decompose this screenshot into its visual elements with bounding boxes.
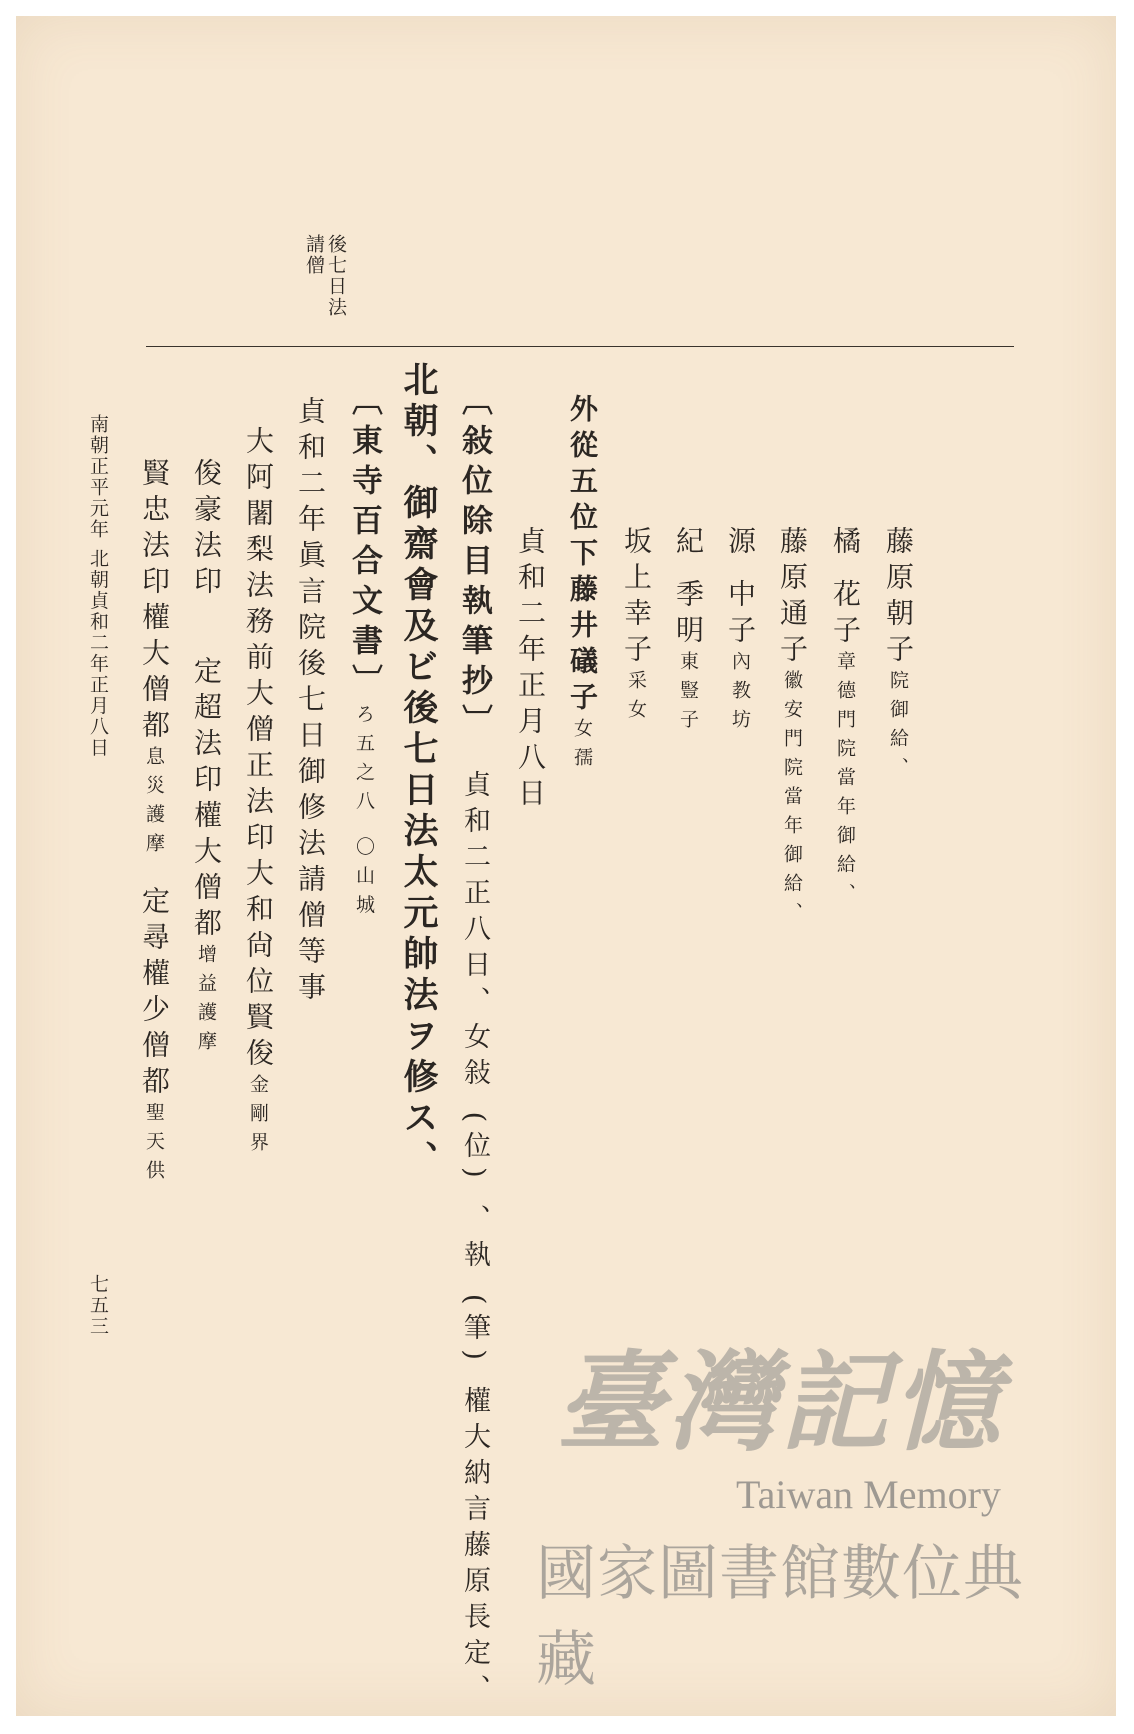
monk-entry xyxy=(138,886,171,1189)
list-item xyxy=(829,526,862,912)
running-title: 南朝正平元年 北朝貞和二年正月八日 xyxy=(87,414,109,759)
header-line1: 後七日法 xyxy=(325,234,347,318)
monk-role: 增益護摩 xyxy=(195,944,217,1060)
monk-entry xyxy=(242,426,275,1161)
source-title: 〔東寺百合文書〕 xyxy=(346,384,382,704)
monk-name: 俊豪法印 xyxy=(190,458,223,602)
list-item-note: 院御給、 xyxy=(887,670,909,786)
rank-entry-name: 外從五位下藤井礒子 xyxy=(566,394,599,718)
list-item-name: 藤原朝子 xyxy=(882,526,915,670)
monk-name: 定超法印權大僧都 xyxy=(190,656,223,944)
monk-name: 定尋權少僧都 xyxy=(138,886,171,1102)
document-title: 貞和二年眞言院後七日御修法請僧等事 xyxy=(294,396,327,1008)
list-item-name: 紀 季明 xyxy=(672,526,705,651)
list-item-note: 徽安門院當年御給、 xyxy=(781,670,803,931)
header-line2: 請僧 xyxy=(303,234,325,276)
monk-entry xyxy=(190,656,223,1060)
source-citation xyxy=(456,384,492,1711)
monk-entry xyxy=(190,458,223,602)
watermark-english: Taiwan Memory xyxy=(736,1472,1001,1517)
watermark-organization: 國家圖書館數位典藏 xyxy=(536,1539,1024,1695)
page-number: 七五三 xyxy=(87,1274,109,1337)
list-item-name: 藤原通子 xyxy=(776,526,809,670)
source-note: ろ五之八 〇山城 xyxy=(353,704,375,924)
list-item-note: 東豎子 xyxy=(677,650,699,738)
watermark-logo-text: 臺灣記憶 xyxy=(556,1340,1005,1466)
monk-entry xyxy=(138,458,171,862)
rank-entry xyxy=(566,394,599,776)
document-page xyxy=(16,16,1116,1716)
monk-role: 金剛界 xyxy=(247,1074,269,1161)
list-item-note: 內教坊 xyxy=(729,650,751,738)
source-citation xyxy=(346,384,382,924)
monk-role: 聖天供 xyxy=(143,1102,165,1189)
rank-entry-note: 女孺 xyxy=(571,718,593,776)
entry-date: 貞和二年正月八日 xyxy=(514,526,547,814)
list-item xyxy=(620,526,653,728)
watermark xyxy=(516,1316,1076,1695)
monk-name: 大阿闍梨法務前大僧正法印大和尙位賢俊 xyxy=(242,426,275,1074)
list-item-name: 坂上幸子 xyxy=(620,526,653,670)
list-item-name: 源 中子 xyxy=(724,526,757,651)
section-heading: 北朝、御齋會及ビ後七日法太元帥法ヲ修ス、 xyxy=(398,361,439,1181)
monk-role: 息災護摩 xyxy=(143,746,165,862)
list-item xyxy=(724,526,757,738)
monk-name: 賢忠法印權大僧都 xyxy=(138,458,171,746)
source-title: 〔敍位除目執筆抄〕 xyxy=(456,384,492,744)
source-text: 貞和二正八日、女敍 (位) 、執 (筆) 權大納言藤原長定、 xyxy=(459,770,490,1711)
list-item-note: 采女 xyxy=(625,670,647,728)
list-item xyxy=(882,526,915,786)
list-item-name: 橘 花子 xyxy=(829,526,862,651)
list-item xyxy=(776,526,809,931)
header-rule xyxy=(146,346,1014,347)
list-item xyxy=(672,526,705,738)
list-item-note: 章德門院當年御給、 xyxy=(834,650,856,912)
